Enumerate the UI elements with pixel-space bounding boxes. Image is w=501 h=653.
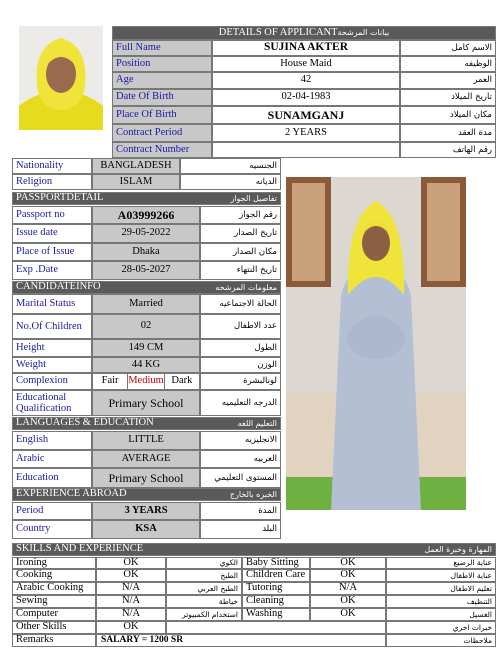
skill-label: Sewing <box>12 595 96 608</box>
applicant-label-ar: الاسم كامل <box>400 40 496 56</box>
applicant-label-ar: مدة العقد <box>400 124 496 142</box>
marital-status-label: Marital Status <box>12 294 92 314</box>
experience-label-ar: البلد <box>200 520 281 539</box>
applicant-label-ar: مكان الميلاد <box>400 106 496 124</box>
experience-value: 3 YEARS <box>92 502 200 520</box>
passport-value: 29-05-2022 <box>92 224 200 243</box>
experience-title: EXPERIENCE ABROAD <box>16 488 127 500</box>
skill-label-ar: عناية الاطفال <box>386 569 496 582</box>
height-label: Height <box>12 339 92 357</box>
complexion-label: Complexion <box>12 373 92 390</box>
experience-title-ar: الخبره بالخارج <box>229 489 277 499</box>
applicant-label-ar: تاريخ الميلاد <box>400 89 496 106</box>
language-label-ar: الانجليزيه <box>200 431 281 450</box>
applicant-value: SUNAMGANJ <box>212 106 400 124</box>
remarks-value: SALARY = 1200 SR <box>96 634 386 647</box>
applicant-label: Age <box>112 72 212 89</box>
experience-header <box>12 488 281 501</box>
height-label-ar: الطول <box>200 339 281 357</box>
skill-value: N/A <box>310 582 386 595</box>
applicant-label: Date Of Birth <box>112 89 212 106</box>
other-skills-label-ar: خبرات اخري <box>386 621 496 634</box>
passport-label-ar: مكان الصدار <box>200 243 281 261</box>
skill-value: N/A <box>96 582 166 595</box>
applicant-label: Contract Number <box>112 142 212 158</box>
skill-label: Washing <box>242 608 310 621</box>
portrait-photo-icon <box>19 26 103 130</box>
skill-label-ar: عناية الرضيع <box>386 557 496 569</box>
applicant-label-ar: رقم الهاتف <box>400 142 496 158</box>
applicant-header <box>112 26 496 40</box>
applicant-label: Full Name <box>112 40 212 56</box>
personal-label: Religion <box>12 174 92 190</box>
skill-value: OK <box>310 608 386 621</box>
language-label: Education <box>12 468 92 488</box>
applicant-value <box>212 142 400 158</box>
applicant-value: 02-04-1983 <box>212 89 400 106</box>
languages-header <box>12 417 281 430</box>
skill-label: Children Care <box>242 569 310 582</box>
weight-label: Weight <box>12 357 92 373</box>
passport-value: A03999266 <box>92 206 200 224</box>
skill-label: Arabic Cooking <box>12 582 96 595</box>
applicant-label-ar: الوظيفه <box>400 56 496 72</box>
applicant-value: 42 <box>212 72 400 89</box>
language-value: Primary School <box>92 468 200 488</box>
language-value: AVERAGE <box>92 450 200 468</box>
skill-label-ar: الطبخ <box>166 569 242 582</box>
skill-value: N/A <box>96 608 166 621</box>
other-skills-label: Other Skills <box>12 621 96 634</box>
skill-label: Computer <box>12 608 96 621</box>
candidate-header <box>12 281 281 294</box>
personal-value: ISLAM <box>92 174 180 190</box>
passport-header <box>12 192 281 205</box>
languages-title: LANGUAGES & EDUCATION <box>16 417 154 429</box>
language-label: English <box>12 431 92 450</box>
personal-label-ar: الديانه <box>180 174 281 190</box>
language-value: LITTLE <box>92 431 200 450</box>
personal-value: BANGLADESH <box>92 158 180 174</box>
children-label-ar: عدد الاطفال <box>200 314 281 339</box>
skill-label-ar: الغسيل <box>386 608 496 621</box>
marital-status-value: Married <box>92 294 200 314</box>
skill-value: OK <box>96 557 166 569</box>
languages-title-ar: التعليم اللغه <box>237 418 277 428</box>
candidate-title-ar: معلومات المرشحه <box>215 282 277 292</box>
height-value: 149 CM <box>92 339 200 357</box>
skill-label: Tutoring <box>242 582 310 595</box>
skill-label: Ironing <box>12 557 96 569</box>
passport-label-ar: رقم الجواز <box>200 206 281 224</box>
remarks-label-ar: ملاحظات <box>386 634 496 647</box>
full-body-photo <box>286 177 466 510</box>
education-value: Primary School <box>92 390 200 416</box>
skills-title: SKILLS AND EXPERIENCE <box>16 543 144 555</box>
applicant-label-ar: العمر <box>400 72 496 89</box>
weight-label-ar: الوزن <box>200 357 281 373</box>
portrait-photo <box>19 26 103 130</box>
applicant-label: Position <box>112 56 212 72</box>
skill-value: OK <box>310 569 386 582</box>
passport-label: Issue date <box>12 224 92 243</box>
passport-value: 28-05-2027 <box>92 261 200 280</box>
skill-value: OK <box>310 557 386 569</box>
language-label-ar: المستوى التعليمي <box>200 468 281 488</box>
applicant-value: SUJINA AKTER <box>212 40 400 56</box>
complexion-label-ar: لونالبشرة <box>200 373 281 390</box>
passport-label-ar: تاريخ الصدار <box>200 224 281 243</box>
other-skills-blank <box>166 621 386 634</box>
skill-label-ar: التنظيف <box>386 595 496 608</box>
children-value: 02 <box>92 314 200 339</box>
marital-status-label-ar: الحالة الاجتماعيه <box>200 294 281 314</box>
passport-label: Exp .Date <box>12 261 92 280</box>
complexion-option-fair: Fair <box>101 375 119 387</box>
skills-title-ar: المهارة وخبرة العمل <box>424 544 492 554</box>
other-skills-value: OK <box>96 621 166 634</box>
applicant-value: 2 YEARS <box>212 124 400 142</box>
skill-label-ar: الكوي <box>166 557 242 569</box>
skill-label: Cleaning <box>242 595 310 608</box>
children-label: No.Of Children <box>12 314 92 339</box>
applicant-header-title: DETAILS OF APPLICANT <box>218 26 338 38</box>
skill-value: OK <box>310 595 386 608</box>
passport-label: Passport no <box>12 206 92 224</box>
experience-label: Country <box>12 520 92 539</box>
skill-value: OK <box>96 569 166 582</box>
applicant-header-title-ar: بيانات المرشحة <box>337 28 390 37</box>
experience-value: KSA <box>92 520 200 539</box>
applicant-value: House Maid <box>212 56 400 72</box>
experience-label: Period <box>12 502 92 520</box>
weight-value: 44 KG <box>92 357 200 373</box>
passport-title: PASSPORTDETAIL <box>16 192 104 204</box>
personal-label: Nationality <box>12 158 92 174</box>
complexion-option-medium: Medium <box>127 374 164 389</box>
skill-label-ar: الطبخ العربي <box>166 582 242 595</box>
candidate-title: CANDIDATEINFO <box>16 281 101 293</box>
remarks-label: Remarks <box>12 634 96 647</box>
skill-label-ar: تعليم الاطفال <box>386 582 496 595</box>
passport-label-ar: تاريخ النتهاء <box>200 261 281 280</box>
experience-label-ar: المدة <box>200 502 281 520</box>
skills-header <box>12 543 496 556</box>
applicant-label: Contract Period <box>112 124 212 142</box>
education-label: Educational Qualification <box>12 390 92 416</box>
skill-label: Cooking <box>12 569 96 582</box>
skill-label-ar: استخدام الكمبيوتر <box>166 608 242 621</box>
skill-value: N/A <box>96 595 166 608</box>
personal-label-ar: الجنسيه <box>180 158 281 174</box>
passport-value: Dhaka <box>92 243 200 261</box>
language-label: Arabic <box>12 450 92 468</box>
passport-title-ar: تفاصيل الجواز <box>230 193 277 203</box>
applicant-label: Place Of Birth <box>112 106 212 124</box>
complexion-option-dark: Dark <box>164 374 199 389</box>
passport-label: Place of Issue <box>12 243 92 261</box>
skill-label: Baby Sitting <box>242 557 310 569</box>
skill-label-ar: خياطة <box>166 595 242 608</box>
language-label-ar: العربيه <box>200 450 281 468</box>
complexion-options <box>92 373 200 390</box>
full-body-photo-icon <box>286 177 466 510</box>
education-label-ar: الدرجه التعليميه <box>200 390 281 416</box>
